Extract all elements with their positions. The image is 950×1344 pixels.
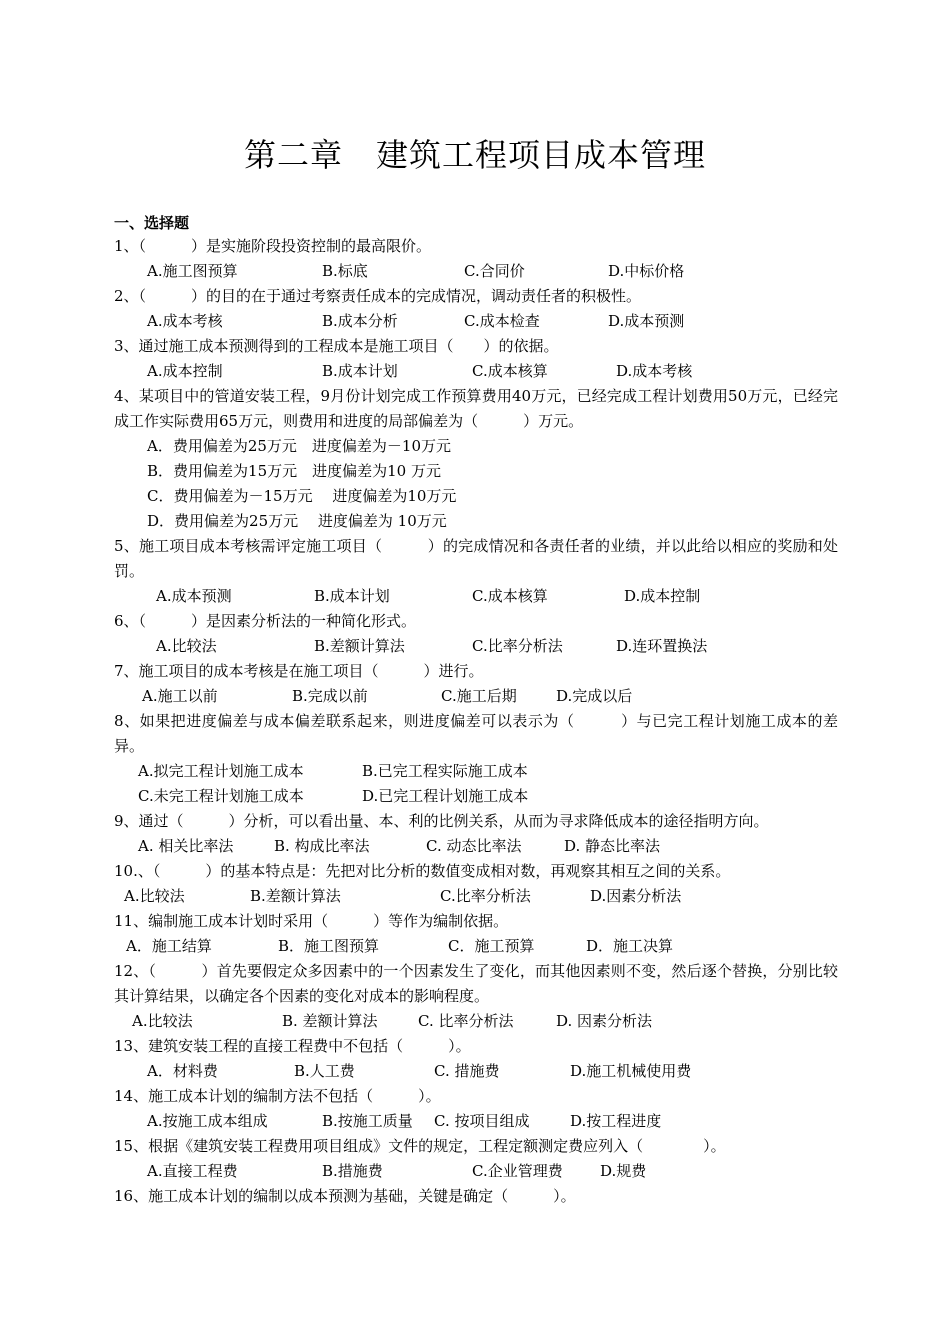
question-text: 12、（ ）首先要假定众多因素中的一个因素发生了变化，而其他因素则不变，然后逐个替换，分别比较其计算结果，以确定各个因素的变化对成本的影响程度。 bbox=[114, 962, 838, 1005]
question-text: 1、（ ）是实施阶段投资控制的最高限价。 bbox=[114, 237, 432, 255]
question-text: 11、编制施工成本计划时采用（ ）等作为编制依据。 bbox=[114, 912, 509, 930]
option-c: C. 措施费 bbox=[434, 1062, 500, 1080]
question-text: 7、施工项目的成本考核是在施工项目（ ）进行。 bbox=[114, 662, 484, 680]
option-a: A. 相关比率法 bbox=[138, 837, 234, 855]
option-d: D.成本预测 bbox=[608, 312, 685, 330]
options-row bbox=[114, 584, 838, 609]
question-text: 3、通过施工成本预测得到的工程成本是施工项目（ ）的依据。 bbox=[114, 337, 559, 355]
option-b: B.人工费 bbox=[294, 1062, 355, 1080]
options-row bbox=[114, 784, 838, 809]
question-text: 13、建筑安装工程的直接工程费中不包括（ ）。 bbox=[114, 1037, 471, 1055]
option-c: C. 按项目组成 bbox=[434, 1112, 530, 1130]
option-b: B．费用偏差为15万元 进度偏差为10 万元 bbox=[147, 462, 441, 480]
option-b: B.成本计划 bbox=[322, 362, 398, 380]
options-row bbox=[114, 1059, 838, 1084]
options-row bbox=[114, 1209, 838, 1234]
question-text: 15、根据《建筑安装工程费用项目组成》文件的规定，工程定额测定费应列入（ ）。 bbox=[114, 1137, 726, 1155]
option-a: A.成本考核 bbox=[147, 312, 223, 330]
option-c: C.企业管理费 bbox=[472, 1162, 563, 1180]
question-text: 5、施工项目成本考核需评定施工项目（ ）的完成情况和各责任者的业绩，并以此给以相应的奖励和处罚。 bbox=[114, 537, 838, 580]
option-c: C．费用偏差为－15万元 进度偏差为10万元 bbox=[147, 487, 457, 505]
option-b: B.措施费 bbox=[322, 1162, 383, 1180]
options-row bbox=[114, 884, 838, 909]
question-text: 6、（ ）是因素分析法的一种简化形式。 bbox=[114, 612, 417, 630]
options-row bbox=[114, 509, 838, 534]
options-row bbox=[114, 459, 838, 484]
option-b: B.已完工程实际施工成本 bbox=[362, 762, 528, 780]
options-row bbox=[114, 834, 838, 859]
option-c: C.成本核算 bbox=[472, 362, 548, 380]
option-a: A.比较法 bbox=[124, 887, 185, 905]
question-text: 4、某项目中的管道安装工程，9月份计划完成工作预算费用40万元，已经完成工程计划费用50万元，已经完成工作实际费用65万元，则费用和进度的局部偏差为（ ）万元。 bbox=[114, 387, 838, 430]
option-b: B．施工图预算 bbox=[278, 937, 380, 955]
option-d: D.完成以后 bbox=[556, 687, 633, 705]
option-a: A.施工以前 bbox=[142, 687, 218, 705]
option-d: D．施工决算 bbox=[586, 937, 674, 955]
option-a: A.成本预测 bbox=[156, 587, 232, 605]
question-text: 2、（ ）的目的在于通过考察责任成本的完成情况，调动责任者的积极性。 bbox=[114, 287, 642, 305]
option-b: B.差额计算法 bbox=[250, 887, 341, 905]
question-text: 8、如果把进度偏差与成本偏差联系起来，则进度偏差可以表示为（ ）与已完工程计划施工成本的差异。 bbox=[114, 712, 838, 755]
options-row bbox=[114, 759, 838, 784]
options-row bbox=[114, 1009, 838, 1034]
option-c: C. 动态比率法 bbox=[426, 837, 522, 855]
options-row bbox=[114, 434, 838, 459]
option-a: A.比较法 bbox=[156, 637, 217, 655]
option-a: A.施工图预算 bbox=[147, 262, 238, 280]
option-d: D.按工程进度 bbox=[570, 1112, 662, 1130]
option-a: A．费用偏差为25万元 进度偏差为－10万元 bbox=[147, 437, 452, 455]
option-c: C.成本核算 bbox=[472, 587, 548, 605]
options-row bbox=[114, 359, 838, 384]
section-heading: 一、选择题 bbox=[114, 214, 190, 232]
question-text: 16、施工成本计划的编制以成本预测为基础，关键是确定（ ）。 bbox=[114, 1187, 576, 1205]
option-c: C.比率分析法 bbox=[440, 887, 531, 905]
options-row bbox=[114, 259, 838, 284]
options-row bbox=[114, 934, 838, 959]
option-c: C.合同价 bbox=[464, 262, 525, 280]
option-d: D.成本考核 bbox=[616, 362, 693, 380]
question-text: 9、通过（ ）分析，可以看出量、本、利的比例关系，从而为寻求降低成本的途径指明方向。 bbox=[114, 812, 769, 830]
option-b: B.完成以前 bbox=[292, 687, 368, 705]
option-b: B. 构成比率法 bbox=[274, 837, 370, 855]
option-a: A．材料费 bbox=[147, 1062, 218, 1080]
option-c: C. 比率分析法 bbox=[418, 1012, 514, 1030]
options-row bbox=[114, 634, 838, 659]
option-a: A.比较法 bbox=[132, 1012, 193, 1030]
option-d: D. 静态比率法 bbox=[564, 837, 661, 855]
option-d: D.中标价格 bbox=[608, 262, 685, 280]
option-d: D.因素分析法 bbox=[590, 887, 682, 905]
option-a: A.成本控制 bbox=[147, 362, 223, 380]
option-c: C.成本检查 bbox=[464, 312, 540, 330]
options-row bbox=[114, 484, 838, 509]
options-row bbox=[114, 1109, 838, 1134]
option-b: B.差额计算法 bbox=[314, 637, 405, 655]
option-d: D.成本控制 bbox=[624, 587, 701, 605]
option-a: A．施工结算 bbox=[126, 937, 212, 955]
option-b: B. 差额计算法 bbox=[282, 1012, 378, 1030]
question-text: 14、施工成本计划的编制方法不包括（ ）。 bbox=[114, 1087, 441, 1105]
option-d: D.连环置换法 bbox=[616, 637, 708, 655]
options-row bbox=[114, 684, 838, 709]
option-d: D.已完工程计划施工成本 bbox=[362, 787, 529, 805]
chapter-title: 第二章 建筑工程项目成本管理 bbox=[243, 136, 706, 174]
option-d: D.规费 bbox=[600, 1162, 647, 1180]
option-a: A.按施工成本组成 bbox=[147, 1112, 268, 1130]
option-a: A.直接工程费 bbox=[147, 1162, 238, 1180]
option-d: D. 因素分析法 bbox=[556, 1012, 653, 1030]
options-row bbox=[114, 1159, 838, 1184]
option-b: B.成本分析 bbox=[322, 312, 398, 330]
question-list bbox=[114, 234, 838, 1234]
option-c: C.比率分析法 bbox=[472, 637, 563, 655]
question-text: 10.、（ ）的基本特点是：先把对比分析的数值变成相对数，再观察其相互之间的关系。 bbox=[114, 862, 731, 880]
option-c: C．施工预算 bbox=[448, 937, 535, 955]
option-d: D.施工机械使用费 bbox=[570, 1062, 692, 1080]
option-c: C.施工后期 bbox=[441, 687, 517, 705]
option-b: B.标底 bbox=[322, 262, 368, 280]
option-b: B.按施工质量 bbox=[322, 1112, 413, 1130]
option-c: C.未完工程计划施工成本 bbox=[138, 787, 304, 805]
option-d: D．费用偏差为25万元 进度偏差为 10万元 bbox=[147, 512, 447, 530]
option-b: B.成本计划 bbox=[314, 587, 390, 605]
options-row bbox=[114, 309, 838, 334]
option-a: A.拟完工程计划施工成本 bbox=[138, 762, 304, 780]
